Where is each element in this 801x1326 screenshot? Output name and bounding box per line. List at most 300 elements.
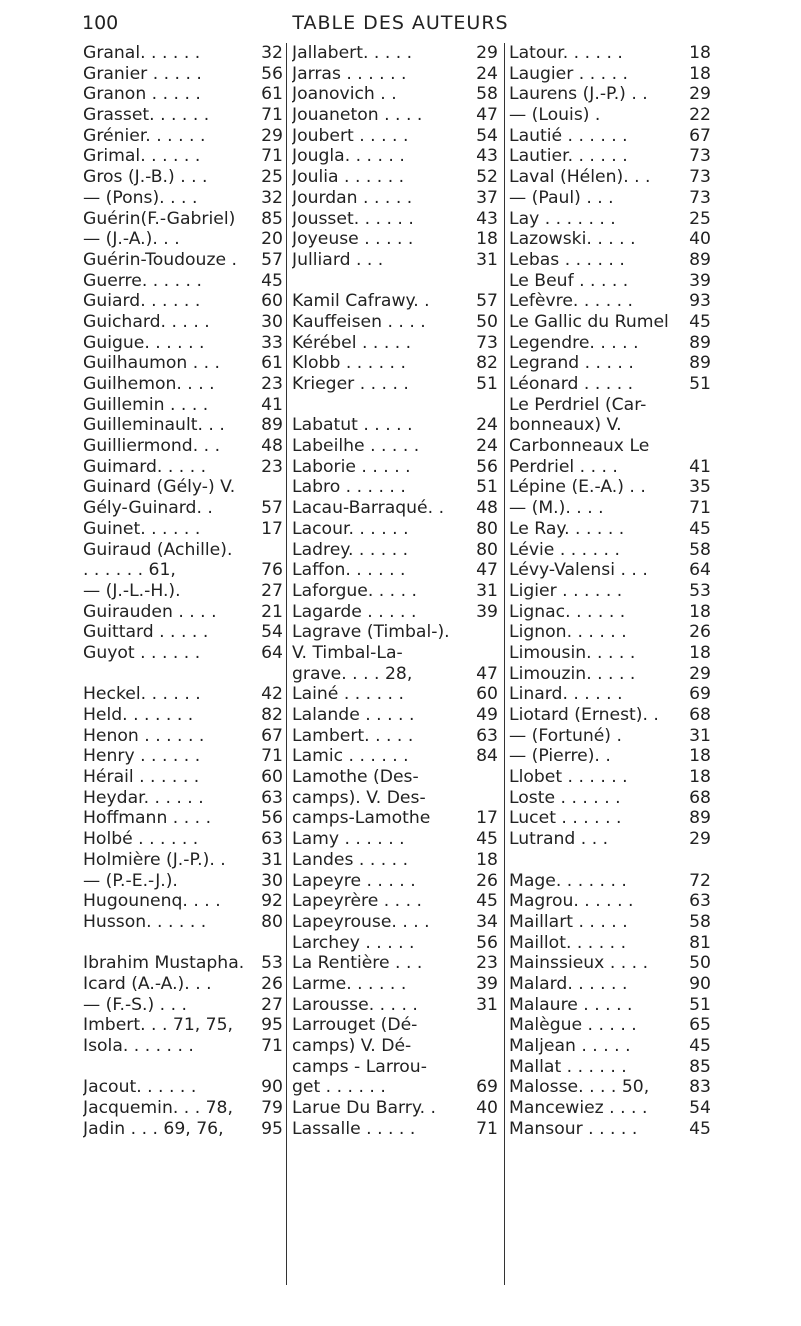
- author-name: Lamothe (Des-: [292, 767, 419, 788]
- page-reference: 18: [689, 43, 711, 63]
- page-reference: 29: [261, 125, 283, 146]
- page-reference: 61: [261, 84, 283, 105]
- page-reference: 52: [476, 167, 498, 188]
- page-reference: 45: [689, 1036, 711, 1056]
- author-name: Larrouget (Dé-: [292, 1015, 418, 1036]
- author-name: Jourdan . . . . .: [292, 187, 413, 208]
- index-entry: [292, 374, 498, 395]
- page-reference: 71: [261, 146, 283, 167]
- author-name: Lacour. . . . . .: [292, 518, 409, 539]
- index-entry: [83, 333, 283, 354]
- author-name: Ligier . . . . . .: [509, 580, 623, 601]
- index-entry: [83, 871, 283, 892]
- page-number: 100: [82, 12, 119, 34]
- page-reference: 54: [689, 1098, 711, 1119]
- index-entry: [292, 333, 498, 354]
- index-entry: [83, 995, 283, 1016]
- page-reference: 18: [476, 229, 498, 250]
- author-name: Guerre. . . . . .: [83, 270, 202, 291]
- page-reference: 58: [476, 84, 498, 105]
- page-reference: 18: [689, 601, 711, 622]
- page-reference: 47: [476, 560, 498, 581]
- page-reference: 71: [689, 498, 711, 519]
- index-entry: [83, 415, 283, 436]
- page-reference: 25: [689, 208, 711, 229]
- index-entry: [292, 581, 498, 602]
- index-entry: [83, 808, 283, 829]
- index-entry: [83, 436, 283, 457]
- index-entry: [509, 933, 711, 954]
- page-reference: 89: [261, 415, 283, 436]
- index-entry: [83, 477, 283, 498]
- author-name: camps) V. Dé-: [292, 1036, 412, 1056]
- page-reference: 68: [689, 787, 711, 808]
- index-entry: [509, 353, 711, 374]
- author-name: Lapeyrère . . . .: [292, 891, 422, 912]
- index-entry: [509, 1057, 711, 1078]
- page-reference: 27: [261, 580, 283, 601]
- page-reference: 51: [689, 374, 711, 394]
- index-entry: [509, 622, 711, 643]
- page-reference: 45: [476, 891, 498, 912]
- author-name: Heckel. . . . . .: [83, 684, 201, 705]
- author-name: Larue Du Barry. .: [292, 1098, 436, 1119]
- author-name: Holbé . . . . . .: [83, 829, 199, 850]
- index-entry: [509, 291, 711, 312]
- author-name: Julliard . . .: [292, 249, 384, 270]
- page-reference: 31: [476, 994, 498, 1015]
- index-entry: [509, 498, 711, 519]
- page-reference: 57: [261, 498, 283, 519]
- author-name: camps). V. Des-: [292, 787, 426, 808]
- page-reference: 95: [261, 1118, 283, 1139]
- page-reference: 73: [689, 146, 711, 167]
- page-reference: 61: [261, 353, 283, 374]
- index-entry: [83, 664, 283, 685]
- index-entry: [292, 415, 498, 436]
- index-entry: [292, 498, 498, 519]
- page-reference: 41: [261, 394, 283, 415]
- page-reference: 82: [261, 705, 283, 725]
- author-name: Guinet. . . . . .: [83, 518, 201, 539]
- index-entry: [292, 726, 498, 747]
- author-name: Joyeuse . . . . .: [292, 229, 414, 250]
- author-name: Lapeyre . . . . .: [292, 870, 416, 891]
- index-entry: [509, 1036, 711, 1057]
- author-name: Lautier. . . . . .: [509, 146, 628, 167]
- index-entry: [292, 126, 498, 147]
- page-reference: 40: [476, 1098, 498, 1119]
- author-name: Guyot . . . . . .: [83, 642, 201, 663]
- page-reference: 30: [261, 870, 283, 891]
- index-entry: [292, 229, 498, 250]
- page-reference: 40: [689, 229, 711, 250]
- author-name: Grasset. . . . . .: [83, 105, 210, 126]
- author-name: Latour. . . . . .: [509, 43, 623, 63]
- page-reference: 26: [689, 622, 711, 643]
- index-entry: [83, 126, 283, 147]
- page-reference: 51: [476, 477, 498, 498]
- index-entry: [292, 271, 498, 292]
- index-entry: [509, 519, 711, 540]
- index-entry: [83, 167, 283, 188]
- index-entry: [292, 250, 498, 271]
- author-name: Laugier . . . . .: [509, 63, 628, 84]
- page-reference: 43: [476, 208, 498, 229]
- page-reference: 24: [476, 63, 498, 84]
- page-reference: 67: [689, 125, 711, 146]
- author-name: Mansour . . . . .: [509, 1118, 638, 1139]
- index-entry: [292, 84, 498, 105]
- page-reference: 21: [261, 601, 283, 622]
- index-entry: [83, 209, 283, 230]
- index-entry: [509, 167, 711, 188]
- index-entry: [292, 1015, 498, 1036]
- author-name: Maljean . . . . .: [509, 1036, 631, 1056]
- page-reference: 51: [476, 374, 498, 394]
- author-name: V. Timbal-La-: [292, 642, 403, 663]
- page-reference: 50: [476, 311, 498, 332]
- author-name: Kérébel . . . . .: [292, 332, 412, 353]
- index-entry: [509, 1119, 711, 1140]
- index-entry: [83, 684, 283, 705]
- index-entry: [292, 746, 498, 767]
- index-entry: [292, 1119, 498, 1140]
- author-name: Guinard (Gély-) V.: [83, 477, 236, 498]
- author-name: Jousset. . . . . .: [292, 208, 414, 229]
- page-reference: 65: [689, 1015, 711, 1036]
- page-reference: 63: [689, 891, 711, 912]
- author-name: Lefèvre. . . . . .: [509, 291, 634, 312]
- author-name: Lépine (E.-A.) . .: [509, 477, 646, 498]
- author-name: — (J.-A.). . .: [83, 229, 180, 250]
- index-entry: [83, 1098, 283, 1119]
- page-reference: 22: [689, 105, 711, 126]
- page-reference: 30: [261, 311, 283, 332]
- index-entry: [83, 498, 283, 519]
- index-entry: [83, 1015, 283, 1036]
- author-name: Joubert . . . . .: [292, 125, 409, 146]
- index-entry: [83, 188, 283, 209]
- page-reference: 89: [689, 332, 711, 353]
- author-name: — (J.-L.-H.).: [83, 580, 181, 601]
- index-entry: [292, 540, 498, 561]
- page-reference: 45: [689, 1118, 711, 1139]
- author-name: Labro . . . . . .: [292, 477, 406, 498]
- index-entry: [509, 146, 711, 167]
- author-name: Le Gallic du Rumel: [509, 311, 669, 332]
- page-reference: 76: [261, 560, 283, 581]
- page-reference: 63: [261, 829, 283, 850]
- index-entry: [292, 808, 498, 829]
- author-name: Guiard. . . . . .: [83, 291, 201, 312]
- index-entry: [292, 891, 498, 912]
- page-reference: 64: [689, 560, 711, 581]
- index-entry: [509, 415, 711, 436]
- author-name: Granon . . . . .: [83, 84, 201, 105]
- index-entry: [292, 788, 498, 809]
- page-reference: 90: [261, 1077, 283, 1098]
- page-reference: 48: [261, 436, 283, 457]
- index-entry: [292, 953, 498, 974]
- author-name: camps-Lamothe: [292, 808, 431, 829]
- index-entry: [83, 64, 283, 85]
- author-name: Malaure . . . . .: [509, 994, 633, 1015]
- author-name: Lainé . . . . . .: [292, 684, 404, 705]
- index-entry: [292, 643, 498, 664]
- author-name: . . . . . . 61,: [83, 560, 176, 581]
- page-reference: 23: [261, 374, 283, 394]
- author-name: Guigue. . . . . .: [83, 332, 205, 353]
- author-name: Laforgue. . . . .: [292, 580, 417, 601]
- index-entry: [83, 1119, 283, 1140]
- page-reference: 57: [261, 249, 283, 270]
- author-name: Limousin. . . . .: [509, 642, 636, 663]
- page-reference: 83: [689, 1077, 711, 1098]
- page-reference: 58: [689, 539, 711, 560]
- author-name: Larchey . . . . .: [292, 932, 415, 953]
- page-reference: 92: [261, 891, 283, 912]
- page-reference: 35: [689, 477, 711, 498]
- author-name: Lamy . . . . . .: [292, 829, 405, 850]
- author-name: — (Paul) . . .: [509, 187, 614, 208]
- index-entry: [83, 746, 283, 767]
- index-entry: [509, 1077, 711, 1098]
- author-name: Maillart . . . . .: [509, 911, 628, 932]
- author-name: Mancewiez . . . .: [509, 1098, 648, 1119]
- author-name: Jarras . . . . . .: [292, 63, 407, 84]
- index-entry: [83, 560, 283, 581]
- author-name: Maillot. . . . . .: [509, 932, 627, 953]
- index-entry: [83, 643, 283, 664]
- index-entry: [509, 250, 711, 271]
- index-entry: [509, 84, 711, 105]
- index-entry: [292, 829, 498, 850]
- index-entry: [83, 374, 283, 395]
- index-entry: [83, 933, 283, 954]
- author-name: Limouzin. . . . .: [509, 663, 636, 684]
- page-reference: 29: [689, 829, 711, 850]
- author-name: bonneaux) V.: [509, 415, 622, 436]
- author-name: Laffon. . . . . .: [292, 560, 406, 581]
- index-entry: [509, 767, 711, 788]
- index-entry: [292, 457, 498, 478]
- author-name: Lignac. . . . . .: [509, 601, 626, 622]
- page-reference: 80: [476, 518, 498, 539]
- author-name: Lagrave (Timbal-).: [292, 622, 450, 643]
- author-name: Jacout. . . . . .: [83, 1077, 197, 1098]
- author-name: get . . . . . .: [292, 1077, 386, 1098]
- page-reference: 71: [261, 746, 283, 767]
- page-reference: 63: [261, 787, 283, 808]
- author-name: Kauffeisen . . . .: [292, 311, 426, 332]
- page-reference: 90: [689, 973, 711, 994]
- index-entry: [83, 1036, 283, 1057]
- index-entry: [292, 519, 498, 540]
- index-entry: [83, 891, 283, 912]
- page-reference: 81: [689, 932, 711, 953]
- author-name: Legendre. . . . .: [509, 332, 639, 353]
- author-name: Carbonneaux Le: [509, 436, 650, 457]
- author-name: Gros (J.-B.) . . .: [83, 167, 208, 188]
- author-name: Guittard . . . . .: [83, 622, 209, 643]
- page-reference: 85: [689, 1056, 711, 1077]
- page-reference: 45: [689, 518, 711, 539]
- author-name: camps - Larrou-: [292, 1056, 427, 1077]
- index-entry: [292, 146, 498, 167]
- index-entry: [509, 746, 711, 767]
- page-reference: 93: [689, 291, 711, 312]
- page-reference: 27: [261, 994, 283, 1015]
- index-entry: [509, 850, 711, 871]
- page-reference: 43: [476, 146, 498, 167]
- author-name: Hoffmann . . . .: [83, 808, 212, 829]
- index-entry: [292, 291, 498, 312]
- page-reference: 24: [476, 415, 498, 436]
- author-name: Malègue . . . . .: [509, 1015, 637, 1036]
- index-entry: [292, 105, 498, 126]
- author-name: Laval (Hélen). . .: [509, 167, 651, 188]
- index-entry: [83, 353, 283, 374]
- author-name: Krieger . . . . .: [292, 374, 409, 394]
- author-name: Malosse. . . . 50,: [509, 1077, 650, 1098]
- author-name: Guilliermond. . .: [83, 436, 221, 457]
- index-entry: [83, 705, 283, 726]
- author-name: Lassalle . . . . .: [292, 1118, 416, 1139]
- index-entry: [83, 581, 283, 602]
- page-reference: 18: [689, 767, 711, 788]
- index-entry: [83, 457, 283, 478]
- index-entry: [509, 457, 711, 478]
- author-name: Imbert. . . 71, 75,: [83, 1015, 234, 1036]
- index-entry: [83, 974, 283, 995]
- index-entry: [292, 395, 498, 416]
- page-reference: 31: [476, 580, 498, 601]
- author-name: Hugounenq. . . .: [83, 891, 221, 912]
- index-entry: [83, 395, 283, 416]
- author-name: — (Pons). . . .: [83, 187, 198, 208]
- author-name: Lévy-Valensi . . .: [509, 560, 648, 581]
- author-name: Icard (A.-A.). . .: [83, 973, 212, 994]
- author-name: — (Fortuné) .: [509, 725, 622, 746]
- page-reference: 79: [261, 1098, 283, 1119]
- author-name: Mainssieux . . . .: [509, 953, 649, 974]
- page-reference: 85: [261, 208, 283, 229]
- page-reference: 95: [261, 1015, 283, 1036]
- author-name: Landes . . . . .: [292, 849, 409, 870]
- index-entry: [509, 312, 711, 333]
- page-reference: 25: [261, 167, 283, 188]
- author-name: Lutrand . . .: [509, 829, 609, 850]
- index-entry: [509, 871, 711, 892]
- author-name: Jadin . . . 69, 76,: [83, 1118, 224, 1139]
- author-name: Le Perdriel (Car-: [509, 394, 647, 415]
- page-reference: 34: [476, 911, 498, 932]
- page-reference: 51: [689, 994, 711, 1015]
- author-name: — (Louis) .: [509, 105, 601, 126]
- author-name: Mallat . . . . . .: [509, 1056, 627, 1077]
- author-name: — (M.). . . .: [509, 498, 604, 519]
- index-entry: [509, 229, 711, 250]
- index-entry: [509, 560, 711, 581]
- author-name: Jougla. . . . . .: [292, 146, 405, 167]
- index-entry: [509, 602, 711, 623]
- index-entry: [509, 477, 711, 498]
- index-entry: [292, 705, 498, 726]
- page-reference: 39: [689, 270, 711, 291]
- author-name: Malard. . . . . .: [509, 973, 628, 994]
- index-entry: [292, 684, 498, 705]
- index-entry: [83, 1077, 283, 1098]
- page-reference: 71: [476, 1118, 498, 1139]
- index-entry: [83, 43, 283, 64]
- author-name: Klobb . . . . . .: [292, 353, 406, 374]
- page-reference: 73: [689, 167, 711, 188]
- author-name: Laborie . . . . .: [292, 456, 411, 477]
- page-reference: 71: [261, 1036, 283, 1056]
- page-reference: 17: [261, 518, 283, 539]
- author-name: Le Ray. . . . . .: [509, 518, 625, 539]
- page-reference: 37: [476, 187, 498, 208]
- index-entry: [83, 105, 283, 126]
- index-entry: [509, 271, 711, 292]
- author-name: Lebas . . . . . .: [509, 249, 625, 270]
- index-entry: [292, 64, 498, 85]
- author-name: Ibrahim Mustapha.: [83, 953, 245, 974]
- page-reference: 41: [689, 456, 711, 477]
- index-entry: [509, 126, 711, 147]
- index-entry: [292, 1036, 498, 1057]
- index-entry: [509, 953, 711, 974]
- author-name: Liotard (Ernest). .: [509, 705, 659, 725]
- author-name: Gély-Guinard. .: [83, 498, 213, 519]
- author-name: Linard. . . . . .: [509, 684, 623, 705]
- author-name: Larousse. . . . .: [292, 994, 418, 1015]
- index-entry: [83, 250, 283, 271]
- index-entry: [509, 1098, 711, 1119]
- index-entry: [509, 540, 711, 561]
- author-name: Jouaneton . . . .: [292, 105, 423, 126]
- page-reference: 57: [476, 291, 498, 312]
- index-entry: [292, 477, 498, 498]
- author-name: Holmière (J.-P.). .: [83, 849, 226, 870]
- page-reference: 89: [689, 808, 711, 829]
- page-reference: 26: [476, 870, 498, 891]
- index-entry: [509, 995, 711, 1016]
- index-entry: [292, 560, 498, 581]
- author-name: Lagarde . . . . .: [292, 601, 417, 622]
- running-title: TABLE DES AUTEURS: [292, 12, 509, 34]
- page-reference: 18: [689, 63, 711, 84]
- index-entry: [292, 871, 498, 892]
- index-entry: [509, 974, 711, 995]
- page-reference: 56: [261, 808, 283, 829]
- index-entry: [509, 829, 711, 850]
- author-name: Guirauden . . . .: [83, 601, 217, 622]
- index-entry: [509, 726, 711, 747]
- page-reference: 60: [261, 767, 283, 788]
- index-entry: [509, 333, 711, 354]
- page-reference: 56: [476, 932, 498, 953]
- page-reference: 58: [689, 911, 711, 932]
- page-reference: 69: [689, 684, 711, 705]
- index-entry: [292, 1057, 498, 1078]
- page-reference: 80: [261, 911, 283, 932]
- index-column-2: [292, 43, 498, 1283]
- page-reference: 17: [476, 808, 498, 829]
- author-name: Granal. . . . . .: [83, 43, 201, 63]
- index-entry: [509, 105, 711, 126]
